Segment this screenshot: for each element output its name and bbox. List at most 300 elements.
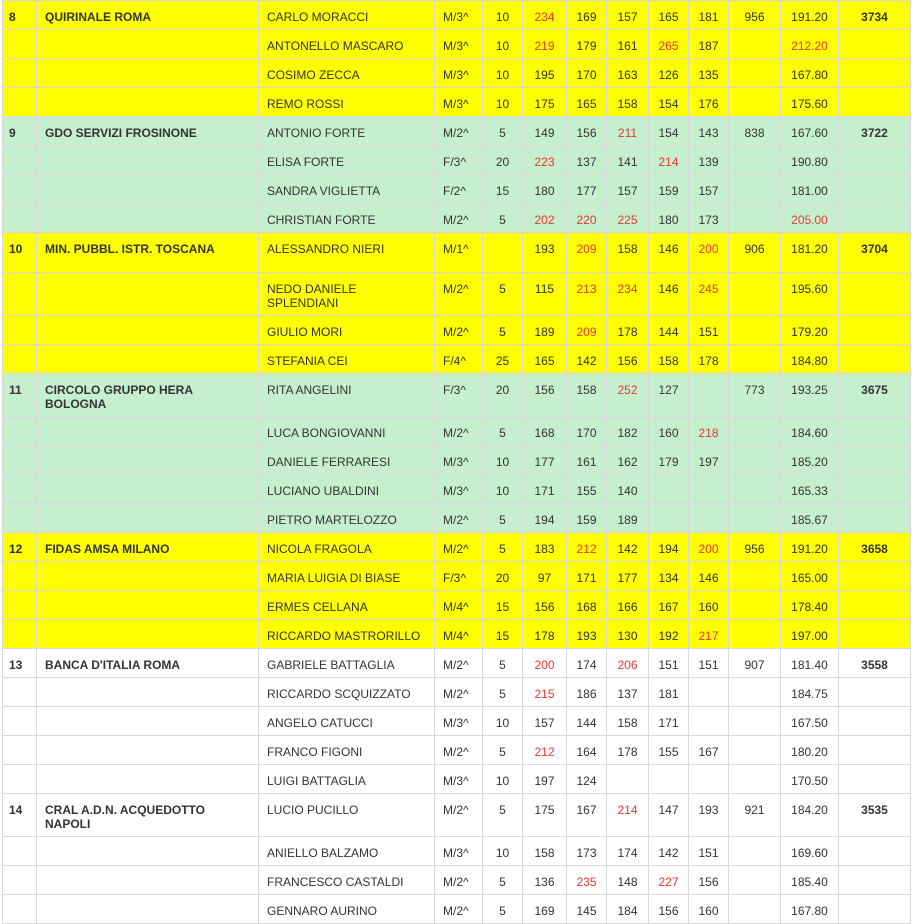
game-5-cell-text: 143	[698, 126, 719, 140]
table-row	[3, 620, 911, 649]
player-class-cell	[435, 417, 483, 446]
game-5-cell	[689, 533, 729, 562]
team-position-cell-text: 14	[9, 803, 23, 817]
game-1-cell	[523, 707, 567, 736]
team-name-cell	[37, 504, 259, 533]
team-position-cell-text: 9	[9, 126, 16, 140]
team-name-cell	[37, 794, 259, 837]
game-2-cell-text: 209	[576, 242, 597, 256]
player-average-cell-text: 179.20	[791, 325, 828, 339]
game-2-cell-text: 145	[576, 904, 597, 918]
game-1-cell	[523, 146, 567, 175]
player-average-cell	[781, 707, 839, 736]
team-game-total-cell	[729, 345, 781, 374]
team-position-cell	[3, 345, 37, 374]
handicap-cell	[483, 233, 523, 273]
game-4-cell-text: 227	[658, 875, 679, 889]
player-average-cell	[781, 88, 839, 117]
game-2-cell-text: 170	[576, 426, 597, 440]
team-name-cell	[37, 30, 259, 59]
player-average-cell	[781, 837, 839, 866]
table-row	[3, 678, 911, 707]
handicap-cell	[483, 475, 523, 504]
game-3-cell-text: 162	[617, 455, 638, 469]
player-name-cell-text: STEFANIA CEI	[267, 354, 348, 368]
player-class-cell-text: M/2^	[443, 213, 469, 227]
team-position-cell	[3, 59, 37, 88]
game-3-cell	[607, 417, 649, 446]
handicap-cell-text: 20	[495, 383, 510, 397]
handicap-cell-text: 5	[499, 658, 506, 672]
player-average-cell	[781, 895, 839, 924]
player-average-cell-text: 167.80	[791, 904, 828, 918]
game-3-cell-text: 137	[617, 687, 638, 701]
player-name-cell	[259, 707, 435, 736]
table-row	[3, 273, 911, 316]
team-position-cell	[3, 562, 37, 591]
player-class-cell	[435, 175, 483, 204]
game-1-cell-text: 168	[534, 426, 555, 440]
team-total-cell-text	[839, 30, 910, 44]
player-average-cell-text: 180.20	[791, 745, 828, 759]
player-average-cell	[781, 649, 839, 678]
player-name-cell	[259, 59, 435, 88]
game-5-cell-text: 157	[698, 184, 719, 198]
handicap-cell-text: 5	[499, 513, 506, 527]
player-name-cell	[259, 837, 435, 866]
handicap-cell-text: 5	[499, 426, 506, 440]
table-row	[3, 88, 911, 117]
game-1-cell	[523, 620, 567, 649]
game-1-cell	[523, 446, 567, 475]
game-5-cell	[689, 446, 729, 475]
player-class-cell-text: M/2^	[443, 542, 469, 556]
player-average-cell-text: 175.60	[791, 97, 828, 111]
game-1-cell-text: 195	[534, 68, 555, 82]
team-name-cell	[37, 316, 259, 345]
game-5-cell-text: 151	[698, 658, 719, 672]
team-position-cell	[3, 374, 37, 417]
game-2-cell-text: 155	[576, 484, 597, 498]
game-1-cell	[523, 765, 567, 794]
team-total-cell	[839, 562, 911, 591]
team-name-cell-text	[45, 866, 253, 880]
game-1-cell-text: 200	[534, 658, 555, 672]
team-game-total-cell-text	[729, 837, 780, 851]
team-game-total-cell	[729, 736, 781, 765]
game-5-cell-text: 176	[698, 97, 719, 111]
player-average-cell	[781, 345, 839, 374]
team-position-cell-text	[9, 562, 31, 576]
team-position-cell	[3, 837, 37, 866]
game-3-cell-text: 252	[617, 383, 638, 397]
player-name-cell-text: NICOLA FRAGOLA	[267, 542, 372, 556]
game-3-cell-text: 214	[617, 803, 638, 817]
team-position-cell	[3, 620, 37, 649]
team-name-cell-text	[45, 88, 253, 102]
game-3-cell	[607, 175, 649, 204]
game-3-cell-text: 182	[617, 426, 638, 440]
handicap-cell	[483, 59, 523, 88]
game-1-cell-text: 156	[534, 600, 555, 614]
team-game-total-cell-text	[729, 175, 780, 189]
player-average-cell	[781, 59, 839, 88]
game-2-cell	[567, 794, 607, 837]
team-total-cell	[839, 736, 911, 765]
handicap-cell-text: 10	[495, 774, 510, 788]
game-5-cell-text: 151	[698, 325, 719, 339]
team-name-cell-text	[45, 562, 253, 576]
game-3-cell-text: 211	[617, 126, 638, 140]
handicap-cell	[483, 417, 523, 446]
team-name-cell-text: BANCA D'ITALIA ROMA	[45, 658, 181, 672]
player-name-cell	[259, 1, 435, 30]
game-2-cell	[567, 175, 607, 204]
game-5-cell	[689, 504, 729, 533]
handicap-cell-text: 5	[499, 875, 506, 889]
player-average-cell-text: 197.00	[791, 629, 828, 643]
game-3-cell	[607, 591, 649, 620]
player-class-cell	[435, 533, 483, 562]
game-4-cell	[649, 533, 689, 562]
team-game-total-cell	[729, 591, 781, 620]
game-5-cell-text: 181	[698, 10, 719, 24]
player-name-cell	[259, 316, 435, 345]
team-name-cell	[37, 649, 259, 678]
game-1-cell	[523, 204, 567, 233]
team-game-total-cell-text	[729, 146, 780, 160]
game-2-cell-text: 209	[576, 325, 597, 339]
player-class-cell-text: F/4^	[443, 354, 466, 368]
game-4-cell	[649, 117, 689, 146]
team-game-total-cell-text	[729, 204, 780, 218]
game-4-cell	[649, 316, 689, 345]
handicap-cell	[483, 117, 523, 146]
game-4-cell	[649, 895, 689, 924]
player-average-cell-text: 181.00	[791, 184, 828, 198]
handicap-cell	[483, 765, 523, 794]
game-5-cell	[689, 175, 729, 204]
player-name-cell	[259, 866, 435, 895]
player-class-cell-text: M/2^	[443, 426, 469, 440]
game-5-cell	[689, 316, 729, 345]
player-average-cell-text: 184.80	[791, 354, 828, 368]
game-4-cell	[649, 591, 689, 620]
team-total-cell	[839, 837, 911, 866]
game-2-cell	[567, 446, 607, 475]
team-name-cell	[37, 765, 259, 794]
game-1-cell	[523, 59, 567, 88]
team-total-cell-text	[839, 88, 910, 102]
table-row	[3, 533, 911, 562]
handicap-cell	[483, 30, 523, 59]
player-class-cell	[435, 273, 483, 316]
game-4-cell	[649, 146, 689, 175]
player-name-cell-text: FRANCO FIGONI	[267, 745, 363, 759]
team-total-cell-text	[839, 620, 910, 634]
game-3-cell-text: 140	[617, 484, 638, 498]
game-1-cell-text: 202	[534, 213, 555, 227]
team-total-cell-text: 3675	[861, 383, 888, 397]
game-3-cell-text: 184	[617, 904, 638, 918]
game-4-cell	[649, 765, 689, 794]
team-game-total-cell-text	[729, 59, 780, 73]
team-total-cell	[839, 765, 911, 794]
player-class-cell-text: M/3^	[443, 10, 469, 24]
team-position-cell	[3, 533, 37, 562]
team-name-cell	[37, 562, 259, 591]
handicap-cell-text: 5	[499, 282, 506, 296]
game-2-cell	[567, 736, 607, 765]
team-position-cell	[3, 765, 37, 794]
game-2-cell-text: 171	[576, 571, 597, 585]
game-3-cell-text: 142	[617, 542, 638, 556]
game-2-cell	[567, 678, 607, 707]
player-class-cell	[435, 233, 483, 273]
player-name-cell-text: NEDO DANIELE SPLENDIANI	[267, 282, 357, 310]
table-row	[3, 146, 911, 175]
game-4-cell-text: 214	[658, 155, 679, 169]
game-5-cell	[689, 562, 729, 591]
team-total-cell	[839, 30, 911, 59]
team-name-cell	[37, 620, 259, 649]
team-name-cell	[37, 736, 259, 765]
game-5-cell-text: 217	[698, 629, 719, 643]
handicap-cell-text: 10	[495, 97, 510, 111]
team-name-cell-text: QUIRINALE ROMA	[45, 10, 151, 24]
player-class-cell-text: F/3^	[443, 571, 466, 585]
player-class-cell	[435, 345, 483, 374]
player-class-cell-text: M/3^	[443, 455, 469, 469]
game-3-cell-text: 148	[617, 875, 638, 889]
player-class-cell	[435, 316, 483, 345]
game-4-cell	[649, 345, 689, 374]
team-game-total-cell-text	[729, 678, 780, 692]
player-average-cell	[781, 562, 839, 591]
table-row	[3, 233, 911, 273]
player-name-cell	[259, 504, 435, 533]
team-name-cell	[37, 866, 259, 895]
game-2-cell-text: 235	[576, 875, 597, 889]
team-position-cell-text: 11	[9, 383, 22, 397]
player-class-cell-text: M/3^	[443, 97, 469, 111]
team-game-total-cell	[729, 837, 781, 866]
player-name-cell-text: RICCARDO SCQUIZZATO	[267, 687, 411, 701]
team-game-total-cell-text	[729, 562, 780, 576]
game-3-cell	[607, 649, 649, 678]
team-position-cell	[3, 233, 37, 273]
table-row	[3, 446, 911, 475]
team-total-cell	[839, 204, 911, 233]
game-4-cell	[649, 374, 689, 417]
game-2-cell-text: 167	[576, 803, 597, 817]
player-average-cell	[781, 866, 839, 895]
player-average-cell-text: 191.20	[791, 542, 828, 556]
player-average-cell	[781, 504, 839, 533]
team-game-total-cell-text	[729, 88, 780, 102]
team-game-total-cell-text	[729, 707, 780, 721]
game-1-cell	[523, 117, 567, 146]
game-4-cell-text	[649, 504, 688, 518]
game-2-cell-text: 142	[576, 354, 597, 368]
game-4-cell-text: 151	[658, 658, 679, 672]
team-name-cell-text	[45, 316, 253, 330]
team-position-cell-text	[9, 175, 31, 189]
game-1-cell	[523, 866, 567, 895]
player-class-cell	[435, 59, 483, 88]
game-2-cell	[567, 273, 607, 316]
handicap-cell-text: 5	[499, 213, 506, 227]
handicap-cell	[483, 273, 523, 316]
handicap-cell-text: 20	[495, 571, 510, 585]
game-1-cell-text: 178	[534, 629, 555, 643]
game-2-cell-text: 168	[576, 600, 597, 614]
team-total-cell-text: 3704	[861, 242, 888, 256]
team-name-cell	[37, 175, 259, 204]
player-name-cell	[259, 446, 435, 475]
game-1-cell	[523, 30, 567, 59]
table-row	[3, 316, 911, 345]
team-position-cell	[3, 504, 37, 533]
team-game-total-cell	[729, 1, 781, 30]
table-row	[3, 475, 911, 504]
player-name-cell	[259, 374, 435, 417]
team-position-cell-text	[9, 88, 31, 102]
game-5-cell-text: 193	[698, 803, 719, 817]
player-class-cell	[435, 837, 483, 866]
player-name-cell	[259, 794, 435, 837]
game-4-cell	[649, 678, 689, 707]
game-5-cell	[689, 30, 729, 59]
game-2-cell	[567, 533, 607, 562]
game-5-cell	[689, 736, 729, 765]
game-2-cell	[567, 504, 607, 533]
table-row	[3, 649, 911, 678]
team-position-cell-text: 13	[9, 658, 23, 672]
team-total-cell	[839, 1, 911, 30]
player-class-cell-text: M/3^	[443, 846, 469, 860]
game-1-cell-text: 234	[534, 10, 555, 24]
team-total-cell	[839, 446, 911, 475]
handicap-cell-text: 5	[499, 126, 506, 140]
team-game-total-cell	[729, 504, 781, 533]
player-average-cell	[781, 765, 839, 794]
team-game-total-cell	[729, 59, 781, 88]
player-class-cell	[435, 866, 483, 895]
player-average-cell	[781, 736, 839, 765]
game-4-cell	[649, 707, 689, 736]
player-class-cell-text: M/2^	[443, 325, 469, 339]
team-name-cell	[37, 88, 259, 117]
player-class-cell-text: M/2^	[443, 904, 469, 918]
team-total-cell-text	[839, 837, 910, 851]
team-total-cell	[839, 316, 911, 345]
game-2-cell	[567, 345, 607, 374]
game-5-cell	[689, 678, 729, 707]
player-class-cell	[435, 895, 483, 924]
game-5-cell	[689, 620, 729, 649]
player-class-cell-text: M/2^	[443, 282, 469, 296]
game-5-cell-text: 218	[698, 426, 719, 440]
team-total-cell-text	[839, 678, 910, 692]
team-total-cell-text	[839, 59, 910, 73]
game-2-cell	[567, 146, 607, 175]
game-2-cell	[567, 562, 607, 591]
game-1-cell	[523, 837, 567, 866]
game-5-cell	[689, 866, 729, 895]
player-name-cell	[259, 345, 435, 374]
game-5-cell	[689, 117, 729, 146]
player-class-cell-text: F/3^	[443, 383, 466, 397]
team-position-cell-text	[9, 837, 31, 851]
player-name-cell	[259, 175, 435, 204]
team-total-cell	[839, 146, 911, 175]
player-average-cell	[781, 446, 839, 475]
table-row	[3, 837, 911, 866]
team-name-cell-text	[45, 146, 253, 160]
team-name-cell-text: CIRCOLO GRUPPO HERA BOLOGNA	[45, 383, 193, 411]
team-name-cell-text	[45, 591, 253, 605]
player-class-cell	[435, 504, 483, 533]
player-name-cell-text: COSIMO ZECCA	[267, 68, 360, 82]
team-name-cell-text: CRAL A.D.N. ACQUEDOTTO NAPOLI	[45, 803, 206, 831]
team-game-total-cell	[729, 175, 781, 204]
team-game-total-cell-text	[729, 591, 780, 605]
game-2-cell-text: 124	[576, 774, 597, 788]
game-4-cell	[649, 273, 689, 316]
table-row	[3, 345, 911, 374]
player-class-cell-text: F/2^	[443, 184, 466, 198]
player-average-cell	[781, 417, 839, 446]
game-2-cell-text: 169	[576, 10, 597, 24]
team-name-cell-text	[45, 620, 253, 634]
game-1-cell	[523, 794, 567, 837]
team-total-cell-text: 3722	[861, 126, 888, 140]
team-position-cell	[3, 895, 37, 924]
game-5-cell-text: 135	[698, 68, 719, 82]
handicap-cell	[483, 88, 523, 117]
handicap-cell	[483, 504, 523, 533]
game-3-cell	[607, 374, 649, 417]
player-average-cell	[781, 1, 839, 30]
game-3-cell-text: 234	[617, 282, 638, 296]
team-total-cell-text	[839, 475, 910, 489]
player-name-cell	[259, 475, 435, 504]
game-1-cell	[523, 417, 567, 446]
team-position-cell	[3, 273, 37, 316]
team-position-cell	[3, 678, 37, 707]
game-5-cell	[689, 345, 729, 374]
game-1-cell	[523, 273, 567, 316]
game-3-cell	[607, 620, 649, 649]
player-average-cell-text: 190.80	[791, 155, 828, 169]
game-1-cell-text: 212	[534, 745, 555, 759]
game-3-cell	[607, 895, 649, 924]
team-name-cell	[37, 374, 259, 417]
player-class-cell	[435, 794, 483, 837]
handicap-cell-text: 5	[499, 803, 506, 817]
table-row	[3, 59, 911, 88]
game-5-cell	[689, 374, 729, 417]
team-name-cell-text: FIDAS AMSA MILANO	[45, 542, 170, 556]
player-name-cell	[259, 88, 435, 117]
handicap-cell	[483, 204, 523, 233]
team-game-total-cell	[729, 446, 781, 475]
team-game-total-cell-text	[729, 273, 780, 287]
game-3-cell	[607, 866, 649, 895]
table-row	[3, 417, 911, 446]
team-position-cell-text	[9, 620, 31, 634]
